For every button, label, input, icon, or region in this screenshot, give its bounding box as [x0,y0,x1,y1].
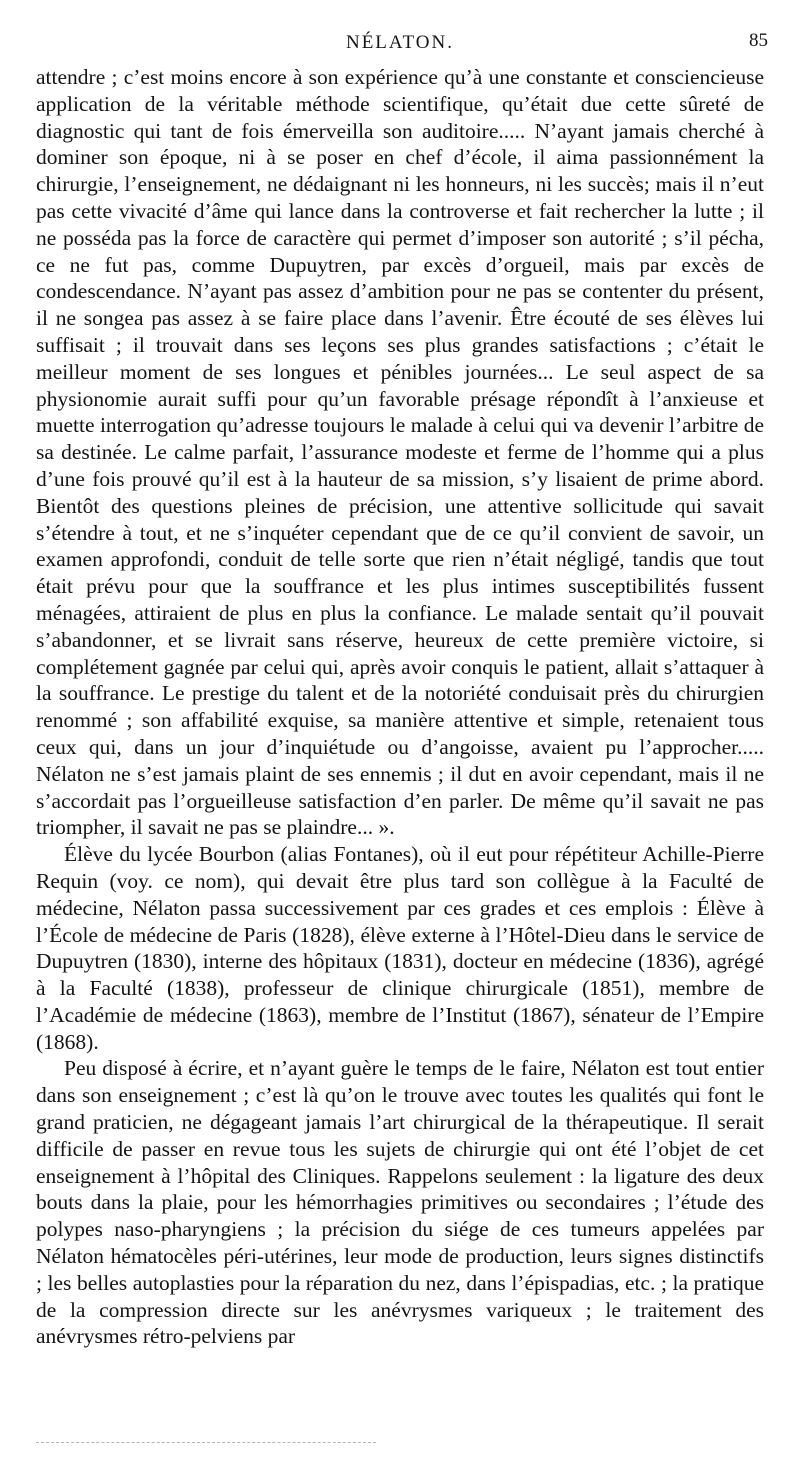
footer-rule [36,1442,376,1443]
paragraph-teaching: Peu disposé à écrire, et n’ayant guère le temps de le faire, Nélaton est tout entier dans son enseignement ; c’est là qu’on le trouve avec toutes les qualités qui font le grand praticien, ne dégageant jamais l’art chirurgical de la thérapeutique. Il serait difficile de passer en revue tous les sujets de chirurgie qui ont été l’objet de cet enseignement à l’hôpital des Cliniques. Rappelons seulement : la ligature des deux bouts dans la plaie, pour les hémorrhagies primitives ou secondaires ; l’étude des polypes naso-pharyngiens ; la précision du siége de ces tumeurs appelées par Nélaton hématocèles péri-utérines, leur mode de production, leurs signes distinctifs ; les belles autoplasties pour la réparation du nez, dans l’épispadias, etc. ; la pratique de la compression directe sur les anévrysmes variqueux ; le traitement des anévrysmes rétro-pelviens par [36,1056,764,1349]
paragraph-career: Élève du lycée Bourbon (alias Fontanes), où il eut pour répétiteur Achille-Pierre Requin (voy. ce nom), qui devait être plus tard son collègue à la Faculté de médecine, Nélaton passa successivement par ces grades et ces emplois : Élève à l’École de médecine de Paris (1828), élève externe à l’Hôtel-Dieu dans le service de Dupuytren (1830), interne des hôpitaux (1831), docteur en médecine (1836), agrégé à la Faculté (1838), professeur de clinique chirurgicale (1851), membre de l’Académie de médecine (1863), membre de l’Institut (1867), sénateur de l’Empire (1868). [36,842,764,1054]
page-number: 85 [749,30,768,51]
body-text [36,64,764,1350]
running-title: NÉLATON. [345,32,454,53]
paragraph-continuation: attendre ; c’est moins encore à son expérience qu’à une constante et consciencieuse application de la véritable méthode scientifique, qu’était due cette sûreté de diagnostic qui tant de fois émerveilla son auditoire..... N’ayant jamais cherché à dominer son époque, ni à se poser en chef d’école, il aima passionnément la chirurgie, l’enseignement, ne dédaignant ni les honneurs, ni les succès; mais il n’eut pas cette vivacité d’âme qui lance dans la controverse et fait rechercher la lutte ; il ne posséda pas la force de caractère qui permet d’imposer son autorité ; s’il pécha, ce ne fut pas, comme Dupuytren, par excès d’orgueil, mais par excès de condescendance. N’ayant pas assez d’ambition pour ne pas se contenter du présent, il ne songea pas assez à se faire place dans l’avenir. Être écouté de ses élèves lui suffisait ; il trouvait dans ses leçons ses plus grandes satisfactions ; c’était le meilleur moment de ses longues et pénibles journées... Le seul aspect de sa physionomie aurait suffi pour qu’un favorable présage répondît à l’anxieuse et muette interrogation qu’adresse toujours le malade à celui qui va devenir l’arbitre de sa destinée. Le calme parfait, l’assurance modeste et ferme de l’homme qui a plus d’une fois prouvé qu’il est à la hauteur de sa mission, s’y lisaient de prime abord. Bientôt des questions pleines de précision, une attentive sollicitude qui savait s’étendre à tout, et ne s’inquéter cependant que de ce qu’il convient de savoir, un examen approfondi, conduit de telle sorte que rien n’était négligé, tandis que tout était prévu pour que la souffrance et les plus intimes susceptibilités fussent ménagées, attiraient de plus en plus la confiance. Le malade sentait qu’il pouvait s’abandonner, et se livrait sans réserve, heureux de cette première victoire, si complétement gagnée par celui qui, après avoir conquis le patient, allait s’attaquer à la souffrance. Le prestige du talent et de la notoriété conduisait près du chirurgien renommé ; son affabilité exquise, sa manière attentive et simple, retenaient tous ceux qui, dans un jour d’inquiétude ou d’angoisse, avaient pu l’approcher..... Nélaton ne s’est jamais plaint de ses ennemis ; il dut en avoir cependant, mais il ne s’accordait pas l’orgueilleuse satisfaction d’en parler. De même qu’il savait ne pas triompher, il savait ne pas se plaindre... ». [36,65,764,840]
